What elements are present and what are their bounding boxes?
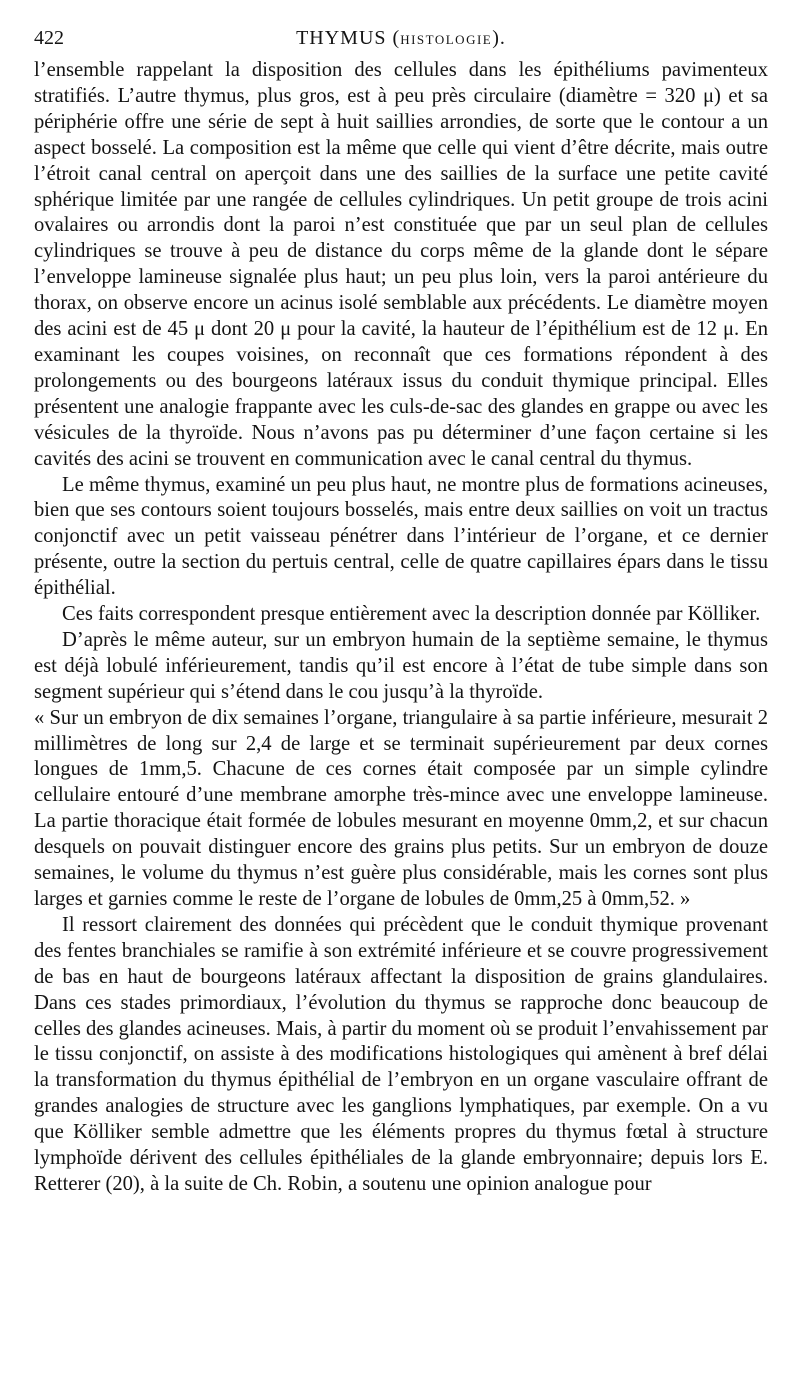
paragraph-conclusion: Il ressort clairement des données qui précèdent que le conduit thymique provenant des fentes branchiales se ramifie à son extrémité inférieure et se couvre progressivement de bas en haut de bourgeons latéraux affectant la disposition de grains glandulaires. Dans ces stades primordiaux, l’évolution du thymus se rapproche donc beaucoup de celles des glandes acineuses. Mais, à partir du moment où se produit l’envahissement par le tissu conjonctif, on assiste à des modifications histologiques qui amènent à bref délai la transformation du thymus épithélial de l’embryon en un organe vasculaire offrant de grandes analogies de structure avec les ganglions lymphatiques, par exemple. On a vu que Kölliker semble admettre que les éléments propres du thymus fœtal à structure lymphoïde dérivent des cellules épithéliales de la glande embryonnaire; depuis lors E. Retterer (20), à la suite de Ch. Robin, a soutenu une opinion analogue pour [34,913,768,1195]
paragraph-kolliker-correspondence: Ces faits correspondent presque entièrement avec la description donnée par Kölliker. [62,603,761,626]
book-page [34,22,768,1198]
running-title [34,22,768,56]
page-number: 422 [34,27,64,49]
paragraph-continuation: l’ensemble rappelant la disposition des cellules dans les épithéliums pavimenteux stratifiés. L’autre thymus, plus gros, est à peu près circulaire (diamètre = 320 μ) et sa périphérie offre une série de sept à huit saillies arrondies, de sorte que le contour a un aspect bosselé. La composition est la même que celle qui vient d’être décrite, mais outre l’étroit canal central on aperçoit dans une des saillies de la surface une petite cavité sphérique limitée par une rangée de cellules cylindriques. Un petit groupe de trois acini ovalaires ou arrondis dont la paroi n’est constituée que par un seul plan de cellules cylindriques se trouve à peu de distance du corps même de la glande dont le sépare l’enveloppe lamineuse signalée plus haut; un peu plus loin, vers la paroi antérieure du thorax, on observe encore un acinus isolé semblable aux précédents. Le diamètre moyen des acini est de 45 μ dont 20 μ pour la cavité, la hauteur de l’épithélium est de 12 μ. En examinant les coupes voisines, on reconnaît que ces formations répondent à des prolongements ou des bourgeons latéraux issus du conduit thymique principal. Elles présentent une analogie frappante avec les culs-de-sac des glandes en grappe ou avec les vésicules de la thyroïde. Nous n’avons pas pu déterminer d’une façon certaine si les cavités des acini se trouvent en communication avec le canal central du thymus. [34,59,768,470]
running-header [34,22,768,54]
body-text [34,58,768,1198]
paragraph-thymus-higher: Le même thymus, examiné un peu plus haut, ne montre plus de formations acineuses, bien que ses contours soient toujours bosselés, mais entre deux saillies on voit un tractus conjonctif avec un petit vaisseau pénétrer dans l’intérieur de l’organe, et ce dernier présente, outre la section du pertuis central, celle de quatre capillaires épars dans le tissu épithélial. [34,473,768,600]
running-title-close: ). [492,27,506,49]
running-title-main: THYMUS ( [296,27,401,49]
running-title-subject: HISTOLOGIE [400,32,493,47]
paragraph-quotation: « Sur un embryon de dix semaines l’organe, triangulaire à sa partie inférieure, mesurait 2 millimètres de long sur 2,4 de large et se terminait supérieurement par deux cornes longues de 1mm,5. Chacune de ces cornes était composée par un simple cylindre cellulaire entouré d’une membrane amorphe très-mince avec une enveloppe lamineuse. La partie thoracique était formée de lobules mesurant en moyenne 0mm,2, et sur chacun desquels on pouvait distinguer encore des grains plus petits. Sur un embryon de douze semaines, le volume du thymus n’est guère plus considérable, mais les cornes sont plus larges et garnies comme le reste de l’organe de lobules de 0mm,25 à 0mm,52. » [34,706,768,910]
paragraph-human-embryo: D’après le même auteur, sur un embryon humain de la septième semaine, le thymus est déjà lobulé inférieurement, tandis qu’il est encore à l’état de tube simple dans son segment supérieur qui s’étend dans le cou jusqu’à la thyroïde. [34,628,768,703]
